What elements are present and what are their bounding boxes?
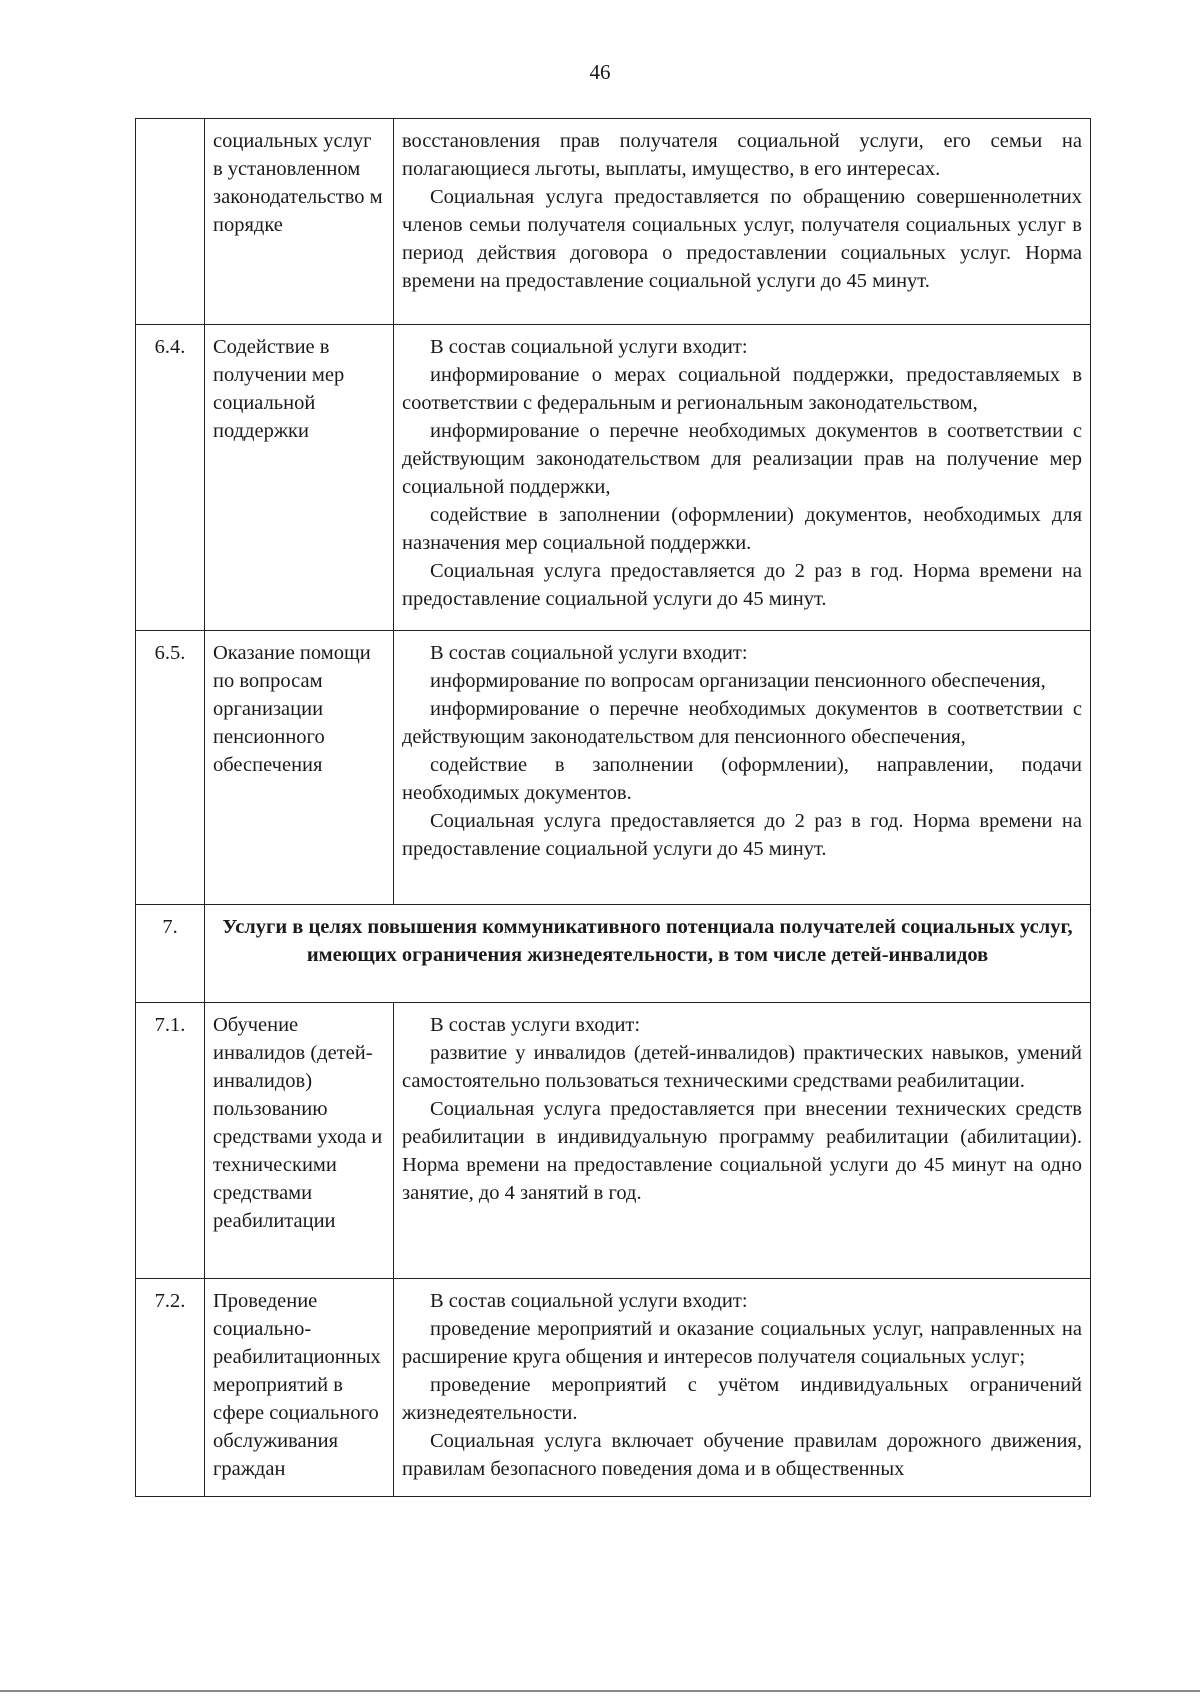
description-paragraph: восстановления прав получателя социальной услуги, его семьи на полагающиеся льготы, выплаты, имущество, в его интересах.: [402, 130, 1082, 180]
description-paragraph: В состав социальной услуги входит:: [430, 1290, 748, 1312]
row-number: 6.5.: [136, 631, 205, 905]
service-description: [394, 631, 1091, 905]
description-paragraph: информирование о мерах социальной поддержки, предоставляемых в соответствии с федеральным и региональным законодательством,: [402, 364, 1082, 414]
row-number: 7.2.: [136, 1279, 205, 1497]
description-paragraph: содействие в заполнении (оформлении) документов, необходимых для назначения мер социальной поддержки.: [402, 504, 1082, 554]
description-paragraph: содействие в заполнении (оформлении), направлении, подачи необходимых документов.: [402, 754, 1082, 804]
description-paragraph: информирование о перечне необходимых документов в соответствии с действующим законодательством для реализации прав на получение мер социальной поддержки,: [402, 420, 1082, 498]
table-row: [136, 1279, 1091, 1497]
description-paragraph: проведение мероприятий и оказание социальных услуг, направленных на расширение круга общения и интересов получателя социальных услуг;: [402, 1318, 1082, 1368]
row-number: 7.: [136, 905, 205, 1003]
table-row: [136, 631, 1091, 905]
description-paragraph: Социальная услуга включает обучение правилам дорожного движения, правилам безопасного поведения дома и в общественных: [402, 1430, 1082, 1480]
service-description: [394, 325, 1091, 631]
services-table: [135, 118, 1091, 1497]
description-paragraph: развитие у инвалидов (детей-инвалидов) практических навыков, умений самостоятельно пользоваться техническими средствами реабилитации.: [402, 1042, 1082, 1092]
row-number: 7.1.: [136, 1003, 205, 1279]
service-description: [394, 119, 1091, 325]
section-title: Услуги в целях повышения коммуникативного потенциала получателей социальных услуг, имеющих ограничения жизнедеятельности, в том числе детей-инвалидов: [205, 905, 1091, 1003]
table-row: [136, 119, 1091, 325]
table-row: [136, 325, 1091, 631]
section-row: [136, 905, 1091, 1003]
service-name: социальных услуг в установленном законодательство м порядке: [205, 119, 394, 325]
service-name: Обучение инвалидов (детей-инвалидов) пользованию средствами ухода и техническими средствами реабилитации: [205, 1003, 394, 1279]
description-paragraph: В состав социальной услуги входит:: [430, 642, 748, 664]
description-paragraph: В состав социальной услуги входит:: [430, 336, 748, 358]
page-bottom-rule: [0, 1690, 1200, 1692]
service-description: [394, 1279, 1091, 1497]
description-paragraph: Социальная услуга предоставляется по обращению совершеннолетних членов семьи получателя социальных услуг, получателя социальных услуг в период действия договора о предоставлении социальных услуг. Норма времени на предоставление социальной услуги до 45 минут.: [402, 186, 1082, 292]
table-row: [136, 1003, 1091, 1279]
description-paragraph: информирование о перечне необходимых документов в соответствии с действующим законодательством для пенсионного обеспечения,: [402, 698, 1082, 748]
description-paragraph: Социальная услуга предоставляется при внесении технических средств реабилитации в индивидуальную программу реабилитации (абилитации). Норма времени на предоставление социальной услуги до 45 минут на одно занятие, до 4 занятий в год.: [402, 1098, 1082, 1204]
description-paragraph: Социальная услуга предоставляется до 2 раз в год. Норма времени на предоставление социальной услуги до 45 минут.: [402, 560, 1082, 610]
description-paragraph: информирование по вопросам организации пенсионного обеспечения,: [430, 670, 1046, 692]
page-number: 46: [589, 60, 611, 84]
row-number: [136, 119, 205, 325]
description-paragraph: Социальная услуга предоставляется до 2 раз в год. Норма времени на предоставление социальной услуги до 45 минут.: [402, 810, 1082, 860]
description-paragraph: В состав услуги входит:: [430, 1014, 641, 1036]
service-name: Проведение социально-реабилитационных мероприятий в сфере социального обслуживания граждан: [205, 1279, 394, 1497]
description-paragraph: проведение мероприятий с учётом индивидуальных ограничений жизнедеятельности.: [402, 1374, 1082, 1424]
service-name: Оказание помощи по вопросам организации пенсионного обеспечения: [205, 631, 394, 905]
row-number: 6.4.: [136, 325, 205, 631]
service-description: [394, 1003, 1091, 1279]
service-name: Содействие в получении мер социальной поддержки: [205, 325, 394, 631]
